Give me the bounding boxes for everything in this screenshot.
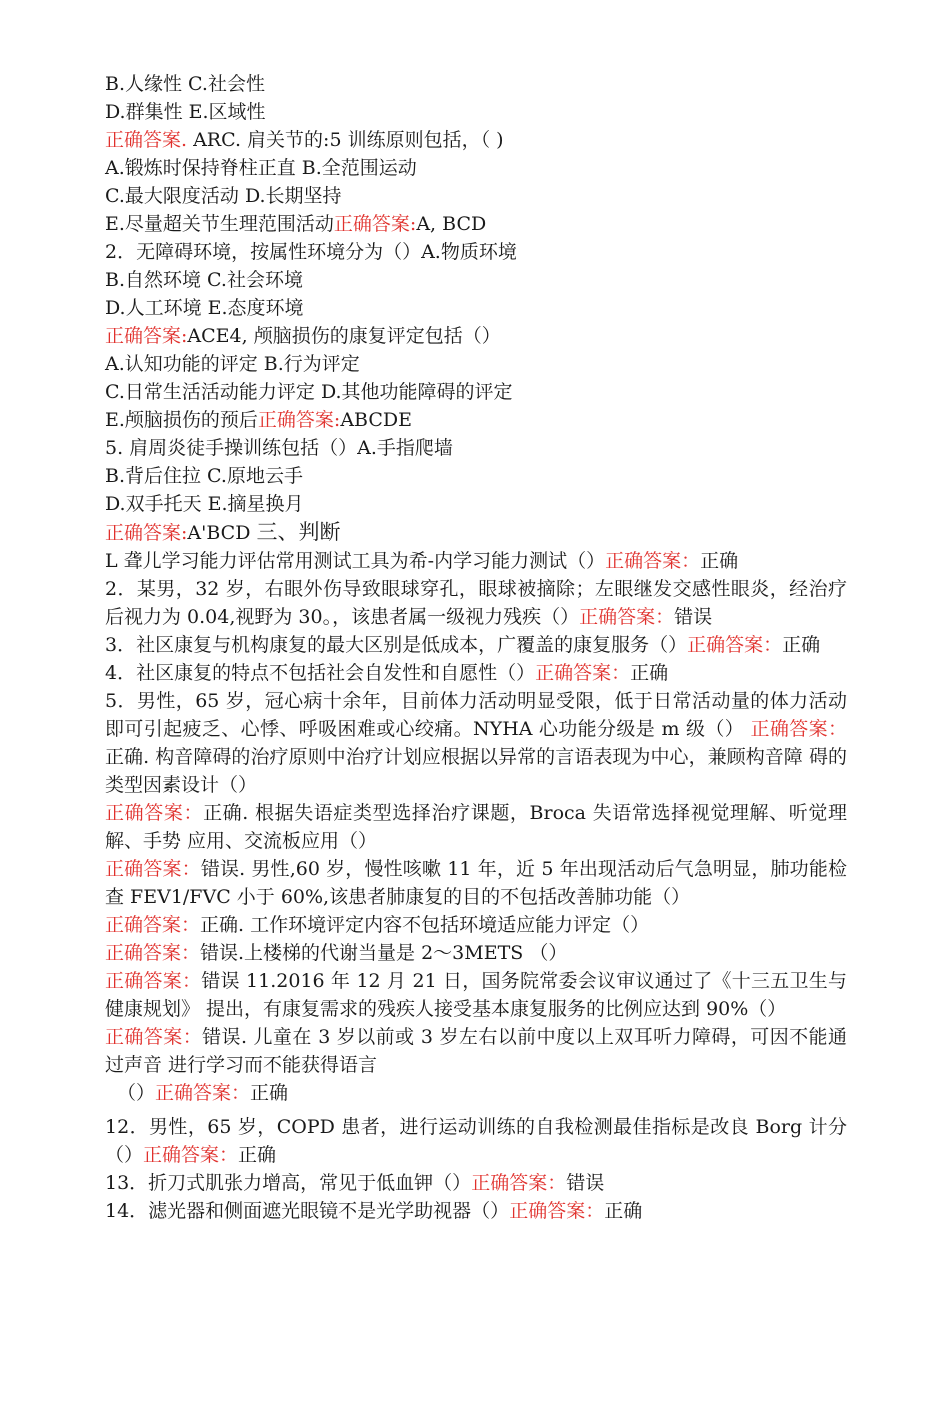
text-segment: 正确. 根据失语症类型选择治疗课题，Broca 失语常选择视觉理解、听觉理解、手势 应用、交流板应用（） — [105, 802, 847, 852]
text-segment: B.背后住拉 C.原地云手 — [105, 465, 303, 487]
text-segment: 错误. 男性,60 岁，慢性咳嗽 11 年，近 5 年出现活动后气急明显，肺功能检查 FEV1/FVC 小于 60%,该患者肺康复的目的不包括改善肺功能（） — [105, 858, 847, 908]
text-line — [105, 406, 847, 434]
text-line — [105, 126, 847, 154]
answer-label: 正确答案： — [579, 606, 675, 628]
text-segment: C.最大限度活动 D.长期坚持 — [105, 185, 342, 207]
answer-label: 正确答案： — [155, 1082, 251, 1104]
text-segment: 3．社区康复与机构康复的最大区别是低成本，广覆盖的康复服务（） — [105, 634, 688, 656]
answer-label: 正确答案: — [333, 213, 417, 235]
text-segment: A.认知功能的评定 B.行为评定 — [105, 353, 360, 375]
text-segment: E.颅脑损伤的预后 — [105, 409, 258, 431]
text-line — [105, 799, 847, 855]
text-segment: D.群集性 E.区域性 — [105, 101, 266, 123]
text-line — [105, 1113, 847, 1169]
text-line — [105, 575, 847, 631]
text-segment: 错误 — [566, 1172, 605, 1194]
text-segment: 正确 — [700, 550, 739, 572]
text-line — [105, 659, 847, 687]
text-segment: 12．男性，65 岁，COPD 患者，进行运动训练的自我检测最佳指标是改良 Borg 计分（） — [105, 1116, 847, 1166]
text-segment: 13．折刀式肌张力增高，常见于低血钾（） — [105, 1172, 472, 1194]
text-segment: A'BCD — [187, 522, 257, 544]
text-segment: 正确 — [604, 1200, 643, 1222]
text-segment: 14．滤光器和侧面遮光眼镜不是光学助视器（） — [105, 1200, 510, 1222]
text-segment: 2．无障碍环境，按属性环境分为（）A.物质环境 — [105, 241, 517, 263]
text-line — [105, 490, 847, 518]
text-line — [105, 911, 847, 939]
text-segment: 正确. 构音障碍的治疗原则中治疗计划应根据以异常的言语表现为中心，兼顾构音障 碍的类型因素设计（） — [105, 746, 847, 796]
answer-label: 正确答案： — [471, 1172, 567, 1194]
answer-label: 正确答案： — [105, 970, 202, 992]
text-line — [105, 434, 847, 462]
text-segment: 错误 — [674, 606, 713, 628]
answer-label: 正确答案: — [105, 522, 188, 544]
text-line — [105, 1197, 847, 1225]
text-segment: A.锻炼时保持脊柱正直 B.全范围运动 — [105, 157, 417, 179]
answer-label: 正确答案： — [105, 858, 201, 880]
text-line — [105, 939, 847, 967]
text-line — [105, 322, 847, 350]
text-line — [105, 1079, 847, 1107]
text-segment: C.日常生活活动能力评定 D.其他功能障碍的评定 — [105, 381, 513, 403]
text-segment: 正确 — [782, 634, 821, 656]
text-segment: B.人缘性 C.社会性 — [105, 73, 265, 95]
document-page — [105, 70, 847, 1225]
text-segment: D.双手托天 E.摘星换月 — [105, 493, 304, 515]
answer-label: 正确答案: — [257, 409, 341, 431]
text-segment: 5. 肩周炎徒手操训练包括（）A.手指爬墙 — [105, 437, 453, 459]
text-segment: 2．某男，32 岁，右眼外伤导致眼球穿孔，眼球被摘除；左眼继发交感性眼炎，经治疗后视力为 0.04,视野为 30。，该患者属一级视力残疾（） — [105, 578, 847, 628]
answer-label: 正确答案： — [105, 1026, 203, 1048]
text-segment: 错误.上楼梯的代谢当量是 2〜3METS （） — [200, 942, 568, 964]
text-line — [105, 154, 847, 182]
text-line — [105, 967, 847, 1023]
text-line — [105, 266, 847, 294]
text-line — [105, 210, 847, 238]
text-line — [105, 547, 847, 575]
text-segment: ACE4, 颅脑损伤的康复评定包括（） — [187, 325, 501, 347]
text-segment: ARC. 肩关节的:5 训练原则包括，（ ) — [187, 129, 504, 151]
text-line — [105, 518, 847, 547]
text-segment: 4．社区康复的特点不包括社会自发性和自愿性（） — [105, 662, 536, 684]
text-line — [105, 98, 847, 126]
text-line — [105, 687, 847, 799]
text-segment: A, BCD — [416, 213, 487, 235]
text-line — [105, 182, 847, 210]
text-segment: 错误 11.2016 年 12 月 21 日，国务院常委会议审议通过了《十三五卫生与健康规划》 提出，有康复需求的残疾人接受基本康复服务的比例应达到 90%（） — [105, 970, 847, 1020]
text-line — [105, 1169, 847, 1197]
answer-label: 正确答案： — [105, 942, 201, 964]
text-segment: 正确 — [250, 1082, 289, 1104]
answer-label: 正确答案： — [105, 802, 204, 824]
text-segment: 正确 — [238, 1144, 277, 1166]
text-line — [105, 350, 847, 378]
text-line — [105, 294, 847, 322]
answer-label: 正确答案： — [605, 550, 701, 572]
answer-label: 正确答案: — [105, 325, 188, 347]
text-segment: ABCDE — [340, 409, 413, 431]
text-segment: E.尽量超关节生理范围活动 — [105, 213, 334, 235]
answer-label: 正确答案： — [143, 1144, 239, 1166]
text-segment: 正确 — [630, 662, 669, 684]
text-segment: 正确. 工作环境评定内容不包括环境适应能力评定（） — [200, 914, 650, 936]
text-line — [105, 238, 847, 266]
text-segment: L 聋儿学习能力评估常用测试工具为希-内学习能力测试（） — [105, 550, 606, 572]
text-segment: （） — [117, 1082, 156, 1104]
section-heading: 三、判断 — [256, 520, 341, 544]
text-segment: B.自然环境 C.社会环境 — [105, 269, 303, 291]
answer-label: 正确答案： — [750, 718, 847, 740]
text-line — [105, 462, 847, 490]
answer-label: 正确答案： — [687, 634, 783, 656]
answer-label: 正确答案： — [105, 914, 201, 936]
text-segment: 5．男性，65 岁，冠心病十余年，目前体力活动明显受限，低于日常活动量的体力活动即可引起疲乏、心悸、呼吸困难或心绞痛。NYHA 心功能分级是 m 级（） — [105, 690, 847, 740]
text-line — [105, 631, 847, 659]
text-segment: 错误. 儿童在 3 岁以前或 3 岁左右以前中度以上双耳听力障碍，可因不能通过声音 进行学习而不能获得语言 — [105, 1026, 847, 1076]
text-line — [105, 378, 847, 406]
text-line — [105, 855, 847, 911]
text-segment: D.人工环境 E.态度环境 — [105, 297, 304, 319]
text-line — [105, 1023, 847, 1079]
answer-label: 正确答案： — [509, 1200, 605, 1222]
answer-label: 正确答案： — [535, 662, 631, 684]
text-line — [105, 70, 847, 98]
answer-label: 正确答案. — [105, 129, 188, 151]
